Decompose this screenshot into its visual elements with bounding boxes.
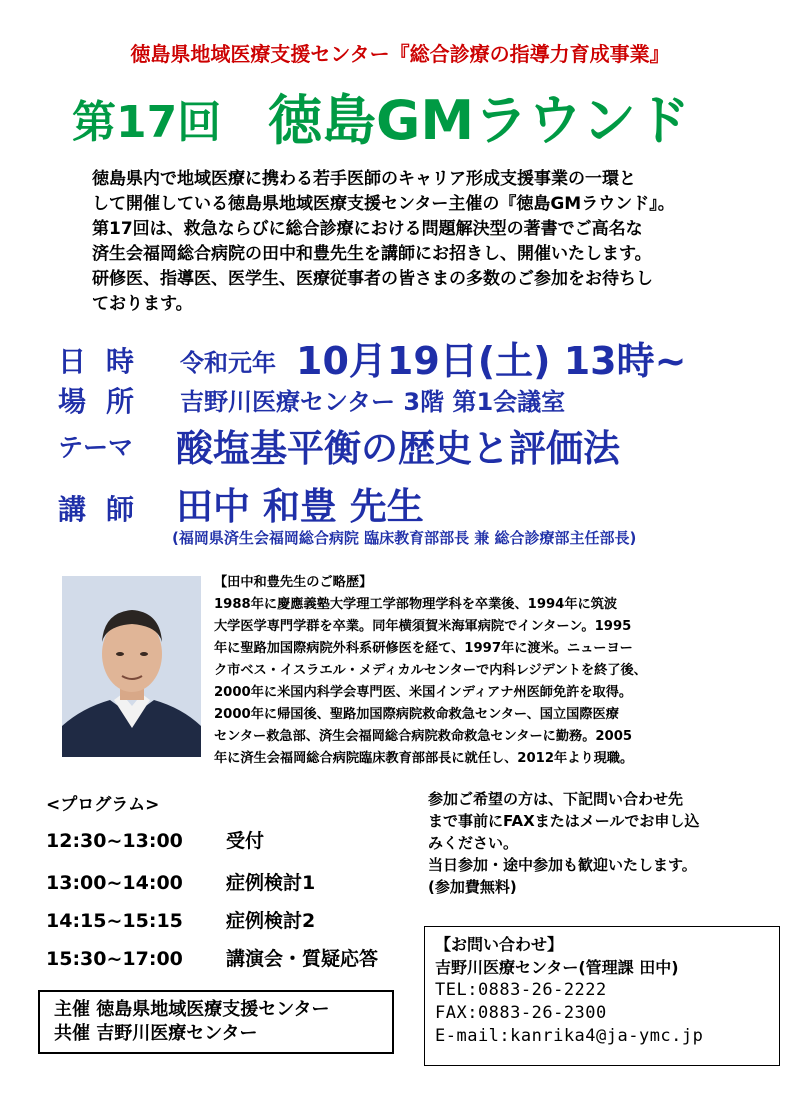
program-time: 15:30~17:00 bbox=[46, 948, 183, 970]
lecturer-name: 田中 和豊 先生 bbox=[176, 485, 424, 528]
place-value: 吉野川医療センター 3階 第1会議室 bbox=[180, 388, 566, 416]
program-time: 14:15~15:15 bbox=[46, 910, 183, 932]
bio-line: センター救急部、済生会福岡総合病院救命救急センターに勤務。2005 bbox=[214, 729, 633, 744]
contact-tel: TEL:0883-26-2222 bbox=[435, 980, 607, 1000]
intro-text bbox=[92, 167, 732, 317]
bio-line: 2000年に帰国後、聖路加国際病院救命救急センター、国立国際医療 bbox=[214, 707, 619, 722]
place-label: 場所 bbox=[58, 385, 155, 418]
date-label: 日時 bbox=[58, 345, 155, 378]
intro-line: 研修医、指導医、医学生、医療従事者の皆さまの多数のご参加をお待ちし bbox=[92, 269, 653, 289]
lecturer-label: 講師 bbox=[58, 493, 155, 526]
notice-line: 当日参加・途中参加も歓迎いたします。 bbox=[428, 856, 697, 874]
notice-line: (参加費無料) bbox=[428, 878, 517, 896]
program-item: 症例検討2 bbox=[226, 910, 316, 932]
program-item: 講演会・質疑応答 bbox=[226, 948, 379, 970]
intro-line: して開催している徳島県地域医療支援センター主催の『徳島GMラウンド』。 bbox=[92, 194, 675, 214]
round-number: 第17回 bbox=[72, 97, 222, 148]
program-time: 13:00~14:00 bbox=[46, 872, 183, 894]
contact-email[interactable]: E-mail:kanrika4@ja-ymc.jp bbox=[435, 1026, 704, 1046]
contact-title: 【お問い合わせ】 bbox=[435, 935, 564, 954]
program-row bbox=[46, 944, 378, 971]
organizer-line: 徳島県地域医療支援センター『総合診療の指導力育成事業』 bbox=[130, 42, 670, 66]
bio-line: 1988年に慶應義塾大学理工学部物理学科を卒業後、1994年に筑波 bbox=[214, 597, 618, 612]
co-host: 共催 吉野川医療センター bbox=[54, 1023, 258, 1044]
bio-line: 年に済生会福岡総合病院臨床教育部部長に就任し、2012年より現職。 bbox=[214, 751, 634, 766]
lecturer-bio bbox=[214, 572, 774, 770]
notice-line: まで事前にFAXまたはメールでお申し込 bbox=[428, 812, 700, 830]
contact-box bbox=[424, 926, 780, 1066]
bio-line: 年に聖路加国際病院外科系研修医を経て、1997年に渡米。ニューヨー bbox=[214, 641, 633, 656]
intro-line: 第17回は、救急ならびに総合診療における問題解決型の著書でご高名な bbox=[92, 219, 643, 239]
event-title: 徳島GMラウンド bbox=[268, 89, 691, 152]
date-value: 10月19日(土) 13時~ bbox=[296, 339, 687, 383]
notice-line: みください。 bbox=[428, 834, 519, 852]
participation-notice bbox=[428, 788, 778, 898]
intro-line: ております。 bbox=[92, 294, 193, 314]
program-item: 症例検討1 bbox=[226, 872, 316, 894]
contact-org: 吉野川医療センター(管理課 田中) bbox=[435, 958, 679, 977]
program-row bbox=[46, 906, 315, 933]
program-time: 12:30~13:00 bbox=[46, 830, 183, 852]
bio-line: ク市ベス・イスラエル・メディカルセンターで内科レジデントを終了後、 bbox=[214, 663, 647, 678]
program-item: 受付 bbox=[226, 830, 265, 852]
theme-value: 酸塩基平衡の歴史と評価法 bbox=[176, 427, 620, 470]
lecturer-photo bbox=[62, 576, 201, 757]
program-title: <プログラム> bbox=[46, 795, 160, 815]
theme-label: テーマ bbox=[58, 433, 134, 462]
main-host: 主催 徳島県地域医療支援センター bbox=[54, 999, 330, 1020]
bio-line: 大学医学専門学群を卒業。同年横須賀米海軍病院でインターン。1995 bbox=[214, 619, 632, 634]
intro-line: 徳島県内で地域医療に携わる若手医師のキャリア形成支援事業の一環と bbox=[92, 169, 636, 189]
lecturer-affiliation: (福岡県済生会福岡総合病院 臨床教育部部長 兼 総合診療部主任部長) bbox=[172, 529, 637, 547]
program-row bbox=[46, 826, 264, 853]
bio-title: 【田中和豊先生のご略歴】 bbox=[214, 575, 373, 590]
program-row bbox=[46, 868, 315, 895]
intro-line: 済生会福岡総合病院の田中和豊先生を講師にお招きし、開催いたします。 bbox=[92, 244, 652, 264]
notice-line: 参加ご希望の方は、下記問い合わせ先 bbox=[428, 790, 684, 808]
host-box bbox=[38, 990, 394, 1054]
contact-fax: FAX:0883-26-2300 bbox=[435, 1003, 607, 1023]
date-era: 令和元年 bbox=[180, 349, 276, 377]
bio-line: 2000年に米国内科学会専門医、米国インディアナ州医師免許を取得。 bbox=[214, 685, 633, 700]
